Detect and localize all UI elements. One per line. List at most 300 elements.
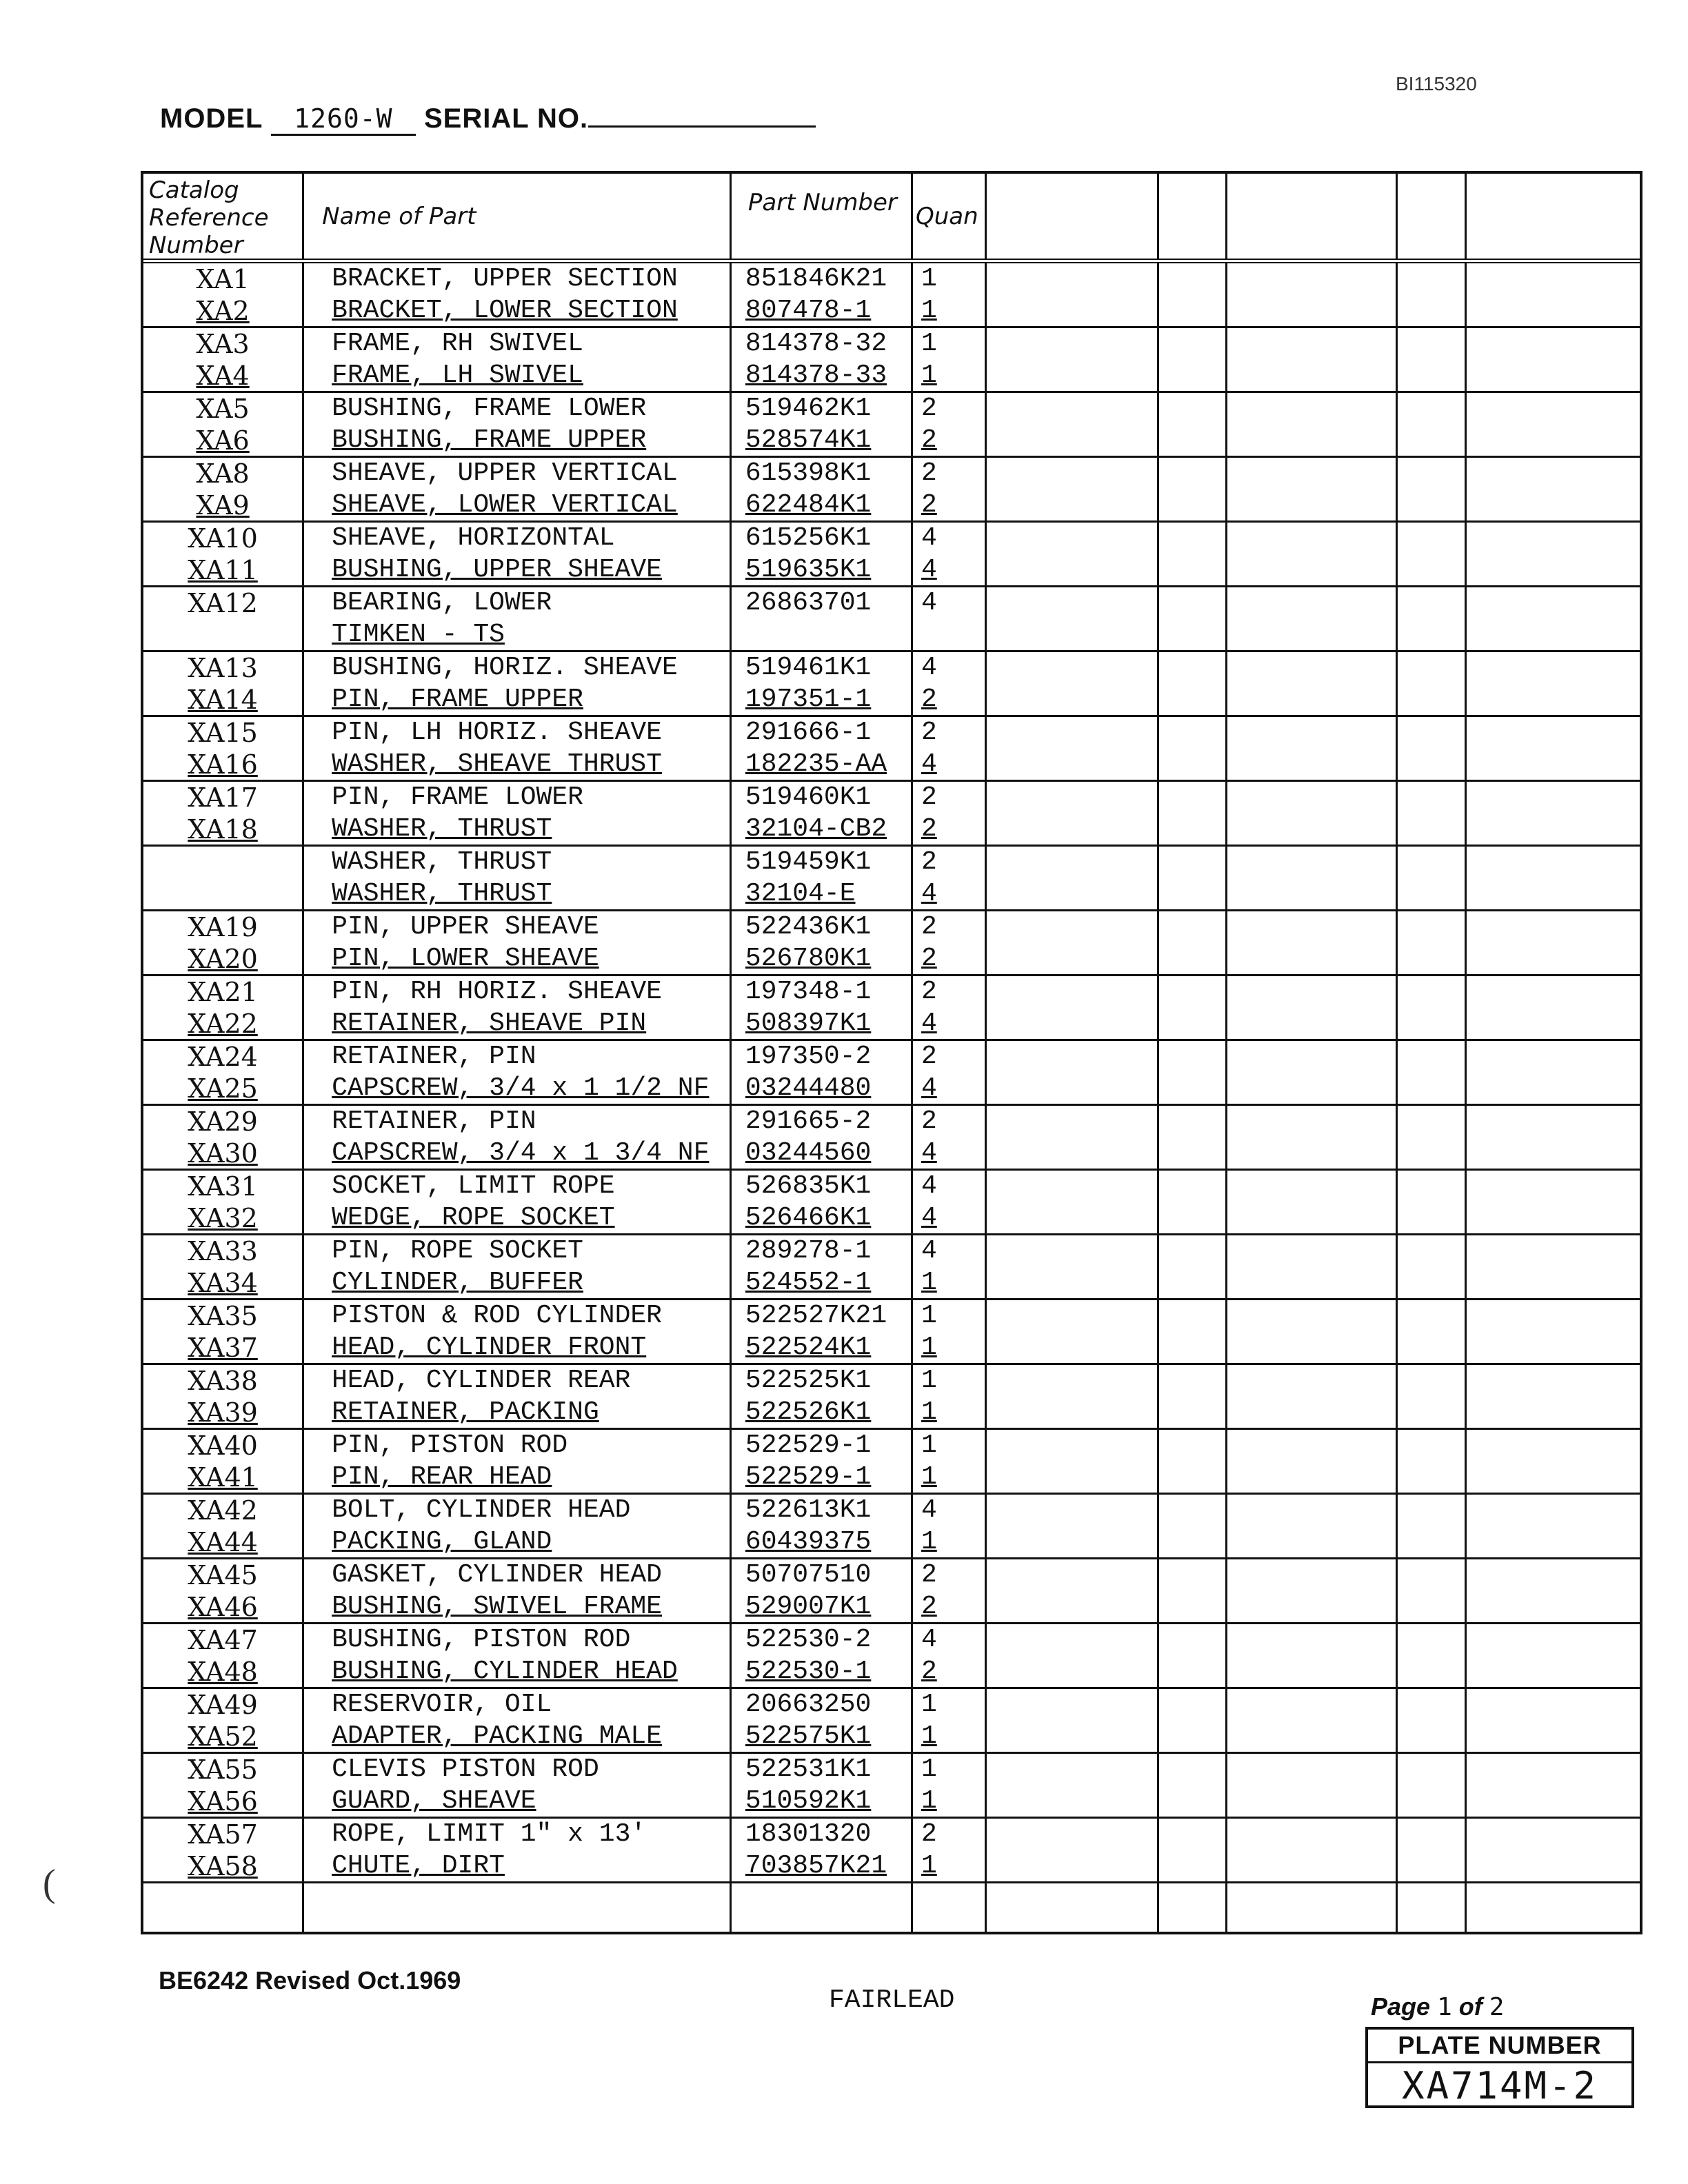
blank-cell xyxy=(1467,1106,1640,1169)
part-name-cell xyxy=(304,1365,732,1428)
part-name: PIN, ROPE SOCKET xyxy=(332,1236,583,1266)
part-number: 289278-1 xyxy=(745,1236,872,1266)
part-number: 522613K1 xyxy=(745,1495,872,1525)
catalog-ref: XA33 xyxy=(188,1236,258,1266)
part-name: CHUTE, DIRT xyxy=(332,1851,505,1881)
blank-cell xyxy=(1398,1495,1467,1557)
catalog-ref: XA3 xyxy=(196,329,250,359)
quantity: 1 xyxy=(921,1301,937,1331)
quantity-cell xyxy=(913,458,987,520)
serial-label: SERIAL NO. xyxy=(423,103,589,134)
blank-cell xyxy=(987,1495,1159,1557)
header-catalog: Catalog Reference Number xyxy=(143,174,304,259)
part-number: 522530-2 xyxy=(745,1625,872,1655)
blank-cell xyxy=(1227,393,1398,456)
empty-cell xyxy=(732,1883,913,1932)
blank-cell xyxy=(1159,1754,1228,1817)
catalog-ref: XA45 xyxy=(188,1560,258,1590)
catalog-ref: XA12 xyxy=(188,588,258,618)
part-name: PIN, UPPER SHEAVE xyxy=(332,912,599,942)
blank-cell xyxy=(1398,1041,1467,1104)
blank-cell xyxy=(1398,1624,1467,1687)
part-number-cell xyxy=(732,717,913,780)
blank-cell xyxy=(987,1300,1159,1363)
part-number: 529007K1 xyxy=(745,1592,872,1621)
blank-cell xyxy=(1467,1430,1640,1493)
part-name: HEAD, CYLINDER REAR xyxy=(332,1366,631,1395)
blank-cell xyxy=(987,1365,1159,1428)
quantity-cell xyxy=(913,587,987,650)
part-name-cell xyxy=(304,458,732,520)
blank-cell xyxy=(987,328,1159,391)
empty-cell xyxy=(1159,1883,1228,1932)
blank-cell xyxy=(1227,1171,1398,1233)
blank-cell xyxy=(1467,1559,1640,1622)
catalog-ref-cell xyxy=(143,1106,304,1169)
quantity: 1 xyxy=(921,296,937,325)
catalog-ref: XA35 xyxy=(188,1301,258,1331)
blank-cell xyxy=(987,393,1159,456)
part-name: WASHER, SHEAVE THRUST xyxy=(332,749,662,779)
part-number: 622484K1 xyxy=(745,490,872,520)
table-row xyxy=(143,587,1640,652)
blank-cell xyxy=(1467,458,1640,520)
blank-cell xyxy=(1159,523,1228,585)
blank-cell xyxy=(1159,1041,1228,1104)
blank-cell xyxy=(1227,523,1398,585)
quantity: 4 xyxy=(921,1203,937,1233)
catalog-ref: XA39 xyxy=(188,1397,258,1428)
part-name: BUSHING, SWIVEL FRAME xyxy=(332,1592,662,1621)
part-number-cell xyxy=(732,911,913,974)
quantity: 2 xyxy=(921,977,937,1007)
blank-cell xyxy=(1227,328,1398,391)
catalog-ref-cell xyxy=(143,1819,304,1881)
quantity: 4 xyxy=(921,1073,937,1103)
quantity: 1 xyxy=(921,1690,937,1719)
page-indicator xyxy=(1371,1992,1504,2021)
blank-cell xyxy=(987,1559,1159,1622)
plate-number-label: PLATE NUMBER xyxy=(1368,2030,1631,2063)
blank-cell xyxy=(1398,1235,1467,1298)
blank-cell xyxy=(987,1689,1159,1752)
part-name: PIN, RH HORIZ. SHEAVE xyxy=(332,977,662,1007)
catalog-ref: XA32 xyxy=(188,1203,258,1233)
document-title: FAIRLEAD xyxy=(829,1985,955,2015)
part-number: 519459K1 xyxy=(745,847,872,877)
table-row xyxy=(143,1430,1640,1495)
part-number-cell xyxy=(732,1754,913,1817)
blank-cell xyxy=(1467,717,1640,780)
table-row xyxy=(143,976,1640,1041)
blank-cell xyxy=(1227,1624,1398,1687)
blank-cell xyxy=(1159,458,1228,520)
table-row xyxy=(143,263,1640,328)
part-name: GASKET, CYLINDER HEAD xyxy=(332,1560,662,1590)
quantity-cell xyxy=(913,1689,987,1752)
part-name: RESERVOIR, OIL xyxy=(332,1690,552,1719)
catalog-ref: XA4 xyxy=(196,361,250,391)
serial-value xyxy=(588,125,816,128)
part-name-cell xyxy=(304,782,732,845)
part-number: 20663250 xyxy=(745,1690,872,1719)
quantity: 2 xyxy=(921,912,937,942)
part-name: PIN, REAR HEAD xyxy=(332,1462,552,1492)
table-empty-row xyxy=(143,1883,1640,1932)
quantity: 4 xyxy=(921,749,937,779)
quantity-cell xyxy=(913,1754,987,1817)
blank-cell xyxy=(987,652,1159,715)
catalog-ref: XA17 xyxy=(188,782,258,813)
quantity-cell xyxy=(913,911,987,974)
quantity: 1 xyxy=(921,1786,937,1816)
document-id: BI115320 xyxy=(1396,73,1477,94)
blank-cell xyxy=(1398,1754,1467,1817)
part-name-cell xyxy=(304,328,732,391)
table-row xyxy=(143,717,1640,782)
catalog-ref: XA57 xyxy=(188,1819,258,1850)
part-name: BUSHING, PISTON ROD xyxy=(332,1625,631,1655)
part-number: 522575K1 xyxy=(745,1721,872,1751)
part-name: WASHER, THRUST xyxy=(332,814,552,844)
blank-cell xyxy=(1467,1495,1640,1557)
blank-cell xyxy=(1159,587,1228,650)
quantity-cell xyxy=(913,1365,987,1428)
model-label: MODEL xyxy=(160,103,263,134)
part-name: ROPE, LIMIT 1" x 13' xyxy=(332,1819,647,1849)
table-row xyxy=(143,458,1640,523)
catalog-ref: XA46 xyxy=(188,1592,258,1622)
part-number-cell xyxy=(732,1235,913,1298)
catalog-ref: XA20 xyxy=(188,944,258,974)
quantity: 4 xyxy=(921,1009,937,1038)
quantity-cell xyxy=(913,1041,987,1104)
quantity: 1 xyxy=(921,1721,937,1751)
catalog-ref-cell xyxy=(143,1235,304,1298)
blank-cell xyxy=(1227,1754,1398,1817)
quantity: 2 xyxy=(921,394,937,423)
header-blank xyxy=(1159,174,1228,259)
table-body xyxy=(143,263,1640,1883)
blank-cell xyxy=(1398,1819,1467,1881)
blank-cell xyxy=(1467,1365,1640,1428)
part-number-cell xyxy=(732,1624,913,1687)
part-number xyxy=(745,619,911,650)
blank-cell xyxy=(1227,1300,1398,1363)
blank-cell xyxy=(1398,782,1467,845)
part-name: BUSHING, FRAME LOWER xyxy=(332,394,647,423)
revision-note: BE6242 Revised Oct.1969 xyxy=(159,1966,461,1994)
blank-cell xyxy=(1467,1819,1640,1881)
quantity: 1 xyxy=(921,1333,937,1362)
blank-cell xyxy=(1159,652,1228,715)
catalog-ref-cell xyxy=(143,1430,304,1493)
part-name: BUSHING, CYLINDER HEAD xyxy=(332,1657,678,1686)
catalog-ref: XA10 xyxy=(188,523,258,554)
blank-cell xyxy=(1467,263,1640,326)
blank-cell xyxy=(1159,847,1228,909)
quantity: 2 xyxy=(921,782,937,812)
quantity: 4 xyxy=(921,523,937,553)
part-number: 814378-32 xyxy=(745,329,887,358)
quantity: 1 xyxy=(921,1430,937,1460)
catalog-ref-cell xyxy=(143,782,304,845)
blank-cell xyxy=(1467,393,1640,456)
blank-cell xyxy=(1159,1624,1228,1687)
part-name-cell xyxy=(304,976,732,1039)
blank-cell xyxy=(1467,1235,1640,1298)
part-number: 291666-1 xyxy=(745,718,872,747)
blank-cell xyxy=(1398,328,1467,391)
part-number-cell xyxy=(732,847,913,909)
quantity-cell xyxy=(913,1300,987,1363)
table-row xyxy=(143,1624,1640,1689)
part-number: 508397K1 xyxy=(745,1009,872,1038)
part-number: 522529-1 xyxy=(745,1462,872,1492)
quantity-cell xyxy=(913,1819,987,1881)
catalog-ref-cell xyxy=(143,1365,304,1428)
part-number: 510592K1 xyxy=(745,1786,872,1816)
quantity: 2 xyxy=(921,1560,937,1590)
catalog-ref: XA24 xyxy=(188,1042,258,1072)
part-name: SHEAVE, LOWER VERTICAL xyxy=(332,490,678,520)
blank-cell xyxy=(1227,1106,1398,1169)
blank-cell xyxy=(1467,976,1640,1039)
part-number: 814378-33 xyxy=(745,361,887,390)
quantity: 2 xyxy=(921,847,937,877)
quantity: 2 xyxy=(921,425,937,455)
quantity: 4 xyxy=(921,1625,937,1655)
page-label: Page xyxy=(1371,1992,1431,2021)
catalog-ref: XA47 xyxy=(188,1625,258,1655)
part-number-cell xyxy=(732,782,913,845)
part-number: 526835K1 xyxy=(745,1171,872,1201)
part-name-cell xyxy=(304,1041,732,1104)
part-number: 519460K1 xyxy=(745,782,872,812)
empty-cell xyxy=(987,1883,1159,1932)
part-name-cell xyxy=(304,1171,732,1233)
catalog-ref: XA11 xyxy=(188,555,258,585)
part-number-cell xyxy=(732,393,913,456)
table-row xyxy=(143,652,1640,717)
catalog-ref: XA37 xyxy=(188,1333,258,1363)
blank-cell xyxy=(1227,1689,1398,1752)
blank-cell xyxy=(987,587,1159,650)
catalog-ref xyxy=(143,847,302,878)
part-number: 18301320 xyxy=(745,1819,872,1849)
catalog-ref: XA6 xyxy=(196,425,250,456)
part-name-cell xyxy=(304,523,732,585)
part-name: BOLT, CYLINDER HEAD xyxy=(332,1495,631,1525)
part-name: PIN, FRAME LOWER xyxy=(332,782,583,812)
blank-cell xyxy=(1159,1819,1228,1881)
quantity-cell xyxy=(913,1495,987,1557)
part-number-cell xyxy=(732,523,913,585)
catalog-ref: XA52 xyxy=(188,1721,258,1752)
empty-cell xyxy=(913,1883,987,1932)
part-number: 60439375 xyxy=(745,1527,872,1557)
blank-cell xyxy=(1467,782,1640,845)
catalog-ref: XA44 xyxy=(188,1527,258,1557)
part-name: SHEAVE, HORIZONTAL xyxy=(332,523,615,553)
quantity: 1 xyxy=(921,1462,937,1492)
catalog-ref-cell xyxy=(143,587,304,650)
blank-cell xyxy=(1159,1106,1228,1169)
part-name: CAPSCREW, 3/4 x 1 3/4 NF xyxy=(332,1138,710,1168)
part-number: 526466K1 xyxy=(745,1203,872,1233)
plate-number-value: XA714M-2 xyxy=(1401,2064,1598,2107)
catalog-ref-cell xyxy=(143,458,304,520)
part-name-cell xyxy=(304,847,732,909)
quantity-cell xyxy=(913,263,987,326)
blank-cell xyxy=(1159,1171,1228,1233)
part-number-cell xyxy=(732,652,913,715)
catalog-ref: XA18 xyxy=(188,814,258,845)
quantity-cell xyxy=(913,1235,987,1298)
part-name: PACKING, GLAND xyxy=(332,1527,552,1557)
table-row xyxy=(143,1495,1640,1559)
part-number: 519635K1 xyxy=(745,555,872,585)
part-name: PIN, FRAME UPPER xyxy=(332,685,583,714)
quantity: 1 xyxy=(921,1268,937,1297)
blank-cell xyxy=(987,976,1159,1039)
blank-cell xyxy=(1398,1300,1467,1363)
blank-cell xyxy=(1227,1235,1398,1298)
part-number: 291665-2 xyxy=(745,1106,872,1136)
blank-cell xyxy=(1398,393,1467,456)
quantity: 4 xyxy=(921,1171,937,1201)
quantity: 1 xyxy=(921,264,937,294)
blank-cell xyxy=(1227,587,1398,650)
blank-cell xyxy=(1227,1365,1398,1428)
table-row xyxy=(143,523,1640,587)
blank-cell xyxy=(1467,911,1640,974)
table-row xyxy=(143,1754,1640,1819)
blank-cell xyxy=(1398,847,1467,909)
part-number: 522527K21 xyxy=(745,1301,887,1331)
blank-cell xyxy=(1398,523,1467,585)
blank-cell xyxy=(1398,587,1467,650)
blank-cell xyxy=(1159,976,1228,1039)
blank-cell xyxy=(1227,263,1398,326)
blank-cell xyxy=(1159,782,1228,845)
part-number: 522531K1 xyxy=(745,1755,872,1784)
quantity-cell xyxy=(913,1106,987,1169)
part-name-cell xyxy=(304,1754,732,1817)
catalog-ref: XA30 xyxy=(188,1138,258,1169)
part-name-cell xyxy=(304,652,732,715)
blank-cell xyxy=(1227,1495,1398,1557)
blank-cell xyxy=(1467,1689,1640,1752)
part-number-cell xyxy=(732,1559,913,1622)
header-part: Part Number xyxy=(732,174,913,259)
catalog-ref: XA40 xyxy=(188,1430,258,1461)
table-row xyxy=(143,847,1640,911)
catalog-ref-cell xyxy=(143,1495,304,1557)
quantity-cell xyxy=(913,782,987,845)
part-number: 522524K1 xyxy=(745,1333,872,1362)
catalog-ref: XA5 xyxy=(196,394,250,424)
part-number: 32104-CB2 xyxy=(745,814,887,844)
blank-cell xyxy=(1398,976,1467,1039)
quantity: 1 xyxy=(921,1851,937,1881)
empty-cell xyxy=(1398,1883,1467,1932)
quantity: 1 xyxy=(921,361,937,390)
part-number: 703857K21 xyxy=(745,1851,887,1881)
part-name-cell xyxy=(304,263,732,326)
quantity: 4 xyxy=(921,555,937,585)
blank-cell xyxy=(987,1235,1159,1298)
part-name: PISTON & ROD CYLINDER xyxy=(332,1301,662,1331)
blank-cell xyxy=(987,1171,1159,1233)
blank-cell xyxy=(1159,393,1228,456)
blank-cell xyxy=(1227,1041,1398,1104)
blank-cell xyxy=(1467,1300,1640,1363)
catalog-ref: XA31 xyxy=(188,1171,258,1202)
catalog-ref-cell xyxy=(143,1300,304,1363)
part-name: BRACKET, LOWER SECTION xyxy=(332,296,678,325)
page-total: 2 xyxy=(1489,1993,1505,2021)
blank-cell xyxy=(1159,1559,1228,1622)
part-number-cell xyxy=(732,458,913,520)
catalog-ref: XA1 xyxy=(196,264,250,294)
part-number-cell xyxy=(732,1495,913,1557)
quantity-cell xyxy=(913,976,987,1039)
part-number: 182235-AA xyxy=(745,749,887,779)
blank-cell xyxy=(1467,1171,1640,1233)
part-number: 03244480 xyxy=(745,1073,872,1103)
blank-cell xyxy=(987,263,1159,326)
part-number: 32104-E xyxy=(745,879,856,909)
part-name: SOCKET, LIMIT ROPE xyxy=(332,1171,615,1201)
table-header-row xyxy=(143,174,1640,263)
catalog-ref: XA55 xyxy=(188,1755,258,1785)
header-blank xyxy=(987,174,1159,259)
catalog-ref-cell xyxy=(143,523,304,585)
quantity: 2 xyxy=(921,490,937,520)
catalog-ref xyxy=(143,878,302,909)
quantity-cell xyxy=(913,523,987,585)
table-row xyxy=(143,1171,1640,1235)
blank-cell xyxy=(1398,1689,1467,1752)
part-number-cell xyxy=(732,263,913,326)
blank-cell xyxy=(1159,911,1228,974)
blank-cell xyxy=(1398,263,1467,326)
blank-cell xyxy=(987,1754,1159,1817)
blank-cell xyxy=(987,458,1159,520)
catalog-ref: XA19 xyxy=(188,912,258,942)
part-number-cell xyxy=(732,1041,913,1104)
part-name: RETAINER, PACKING xyxy=(332,1397,599,1427)
part-number: 03244560 xyxy=(745,1138,872,1168)
part-name: GUARD, SHEAVE xyxy=(332,1786,536,1816)
catalog-ref-cell xyxy=(143,652,304,715)
header-quan: Quan xyxy=(913,174,987,259)
part-name: RETAINER, SHEAVE PIN xyxy=(332,1009,647,1038)
catalog-ref: XA13 xyxy=(188,653,258,683)
catalog-ref: XA48 xyxy=(188,1657,258,1687)
part-name-cell xyxy=(304,717,732,780)
quantity: 2 xyxy=(921,1042,937,1071)
part-name: BUSHING, HORIZ. SHEAVE xyxy=(332,653,678,682)
quantity: 1 xyxy=(921,1397,937,1427)
quantity: 2 xyxy=(921,944,937,973)
blank-cell xyxy=(1467,847,1640,909)
part-number: 522529-1 xyxy=(745,1430,872,1460)
model-value: 1260-W xyxy=(271,103,416,136)
part-number: 197350-2 xyxy=(745,1042,872,1071)
part-name: PIN, LH HORIZ. SHEAVE xyxy=(332,718,662,747)
